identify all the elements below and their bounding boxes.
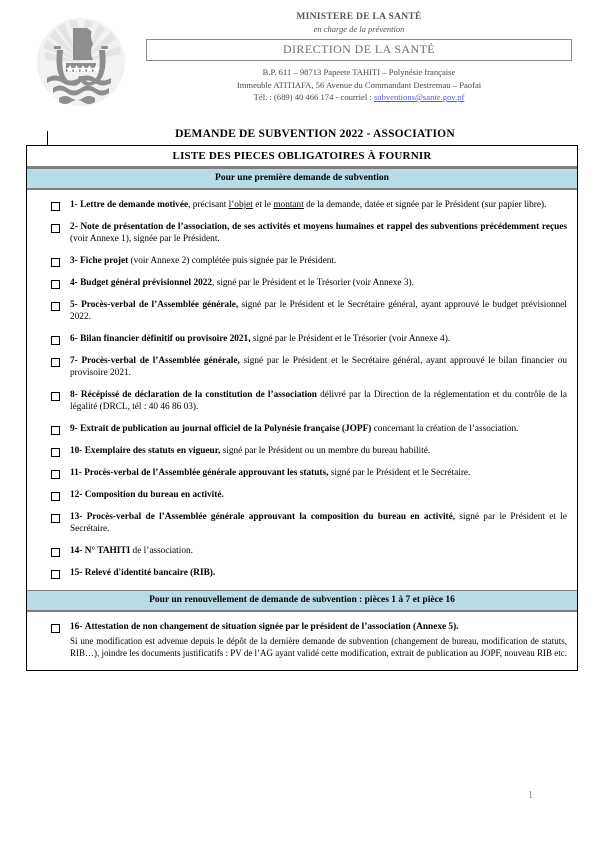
- item-bold-text: Budget général prévisionnel 2022: [80, 277, 213, 288]
- item-rest: signé par le Président et le Secrétaire général, ayant approuvé le budget prévisionnel 2022.: [70, 299, 567, 323]
- checkbox-icon[interactable]: [51, 448, 60, 457]
- list-item-text: [70, 423, 567, 435]
- checkbox-icon[interactable]: [51, 280, 60, 289]
- section-items-first-request: [27, 190, 577, 590]
- list-item-text: [70, 199, 567, 211]
- list-item[interactable]: [35, 199, 567, 211]
- list-item-text: [70, 567, 567, 579]
- item-number: 5-: [70, 299, 78, 310]
- list-item[interactable]: [35, 445, 567, 457]
- item-number: 9-: [70, 424, 78, 435]
- list-item-text: [70, 621, 567, 659]
- checkbox-icon[interactable]: [51, 514, 60, 523]
- list-item[interactable]: [35, 355, 567, 380]
- address-line-1: B.P. 611 – 98713 Papeete TAHITI – Polynésie française: [262, 67, 456, 78]
- email-link[interactable]: subventions@sante.gov.pf: [373, 92, 465, 103]
- checkbox-icon[interactable]: [51, 224, 60, 233]
- list-item-text: [70, 277, 567, 289]
- item-number: 7-: [70, 355, 78, 366]
- section-header-renewal: Pour un renouvellement de demande de subvention : pièces 1 à 7 et pièce 16: [27, 590, 577, 612]
- checkbox-icon[interactable]: [51, 570, 60, 579]
- item-rest: , signé par le Président et le Trésorier (voir Annexe 3).: [212, 277, 414, 288]
- list-item-text: [70, 221, 567, 246]
- coat-of-arms-icon: [22, 8, 140, 114]
- checkbox-icon[interactable]: [51, 358, 60, 367]
- item-rest: (voir Annexe 2) complétée puis signée par le Président.: [128, 256, 337, 267]
- page-title: DEMANDE DE SUBVENTION 2022 - ASSOCIATION: [175, 128, 455, 140]
- item-note-text: Si une modification est advenue depuis le dépôt de la dernière demande de subvention (changement de bureau, modification de statuts, RIB…), joindre les documents justificatifs : PV de l’AG ayant validé cette modification, extrait de publication au JOPF, nouveau RIB etc.: [70, 635, 568, 658]
- list-item[interactable]: [35, 277, 567, 289]
- phone-text: Tél. : (689) 40 466 174 - courriel :: [253, 92, 374, 103]
- item-bold-text: Attestation de non changement de situation signée par le président de l’association (Annexe 5).: [84, 622, 459, 633]
- item-bold-text: Récépissé de déclaration de la constitution de l’association: [80, 390, 317, 401]
- item-bold-text: Procès-verbal de l’Assemblée générale approuvant les statuts,: [84, 468, 329, 479]
- list-item[interactable]: [35, 333, 567, 345]
- item-bold-text: Exemplaire des statuts en vigueur,: [84, 446, 221, 457]
- checkbox-icon[interactable]: [51, 624, 60, 633]
- list-item-text: [70, 467, 567, 479]
- checkbox-icon[interactable]: [51, 302, 60, 311]
- direction-box: DIRECTION DE LA SANTÉ: [146, 39, 572, 61]
- list-item-text: [70, 355, 567, 380]
- list-item-text: [70, 511, 567, 536]
- letterhead: [0, 0, 600, 114]
- item-rest: délivré par la Direction de la réglementation et du contrôle de la légalité (DRCL, tél : 40 46 86 03).: [70, 390, 567, 413]
- item-number: 10-: [70, 446, 83, 457]
- ministry-name: MINISTERE DE LA SANTÉ: [296, 12, 422, 22]
- list-item[interactable]: [35, 545, 567, 557]
- item-underline-objet: l’objet: [228, 200, 253, 210]
- checkbox-icon[interactable]: [51, 426, 60, 435]
- item-number: 1-: [70, 200, 78, 210]
- item-rest: (voir Annexe 1), signée par le Président.: [70, 234, 220, 245]
- item-number: 4-: [70, 277, 78, 288]
- item-number: 14-: [70, 545, 83, 556]
- list-item[interactable]: [35, 221, 567, 246]
- contact-line: [140, 91, 578, 103]
- item-number: 11-: [70, 468, 82, 479]
- item-number: 16-: [70, 622, 83, 633]
- ministry-subtitle: en charge de la prévention: [313, 23, 405, 34]
- item-bold-text: Bilan financier définitif ou provisoire 2021,: [80, 334, 251, 345]
- list-item[interactable]: [35, 621, 567, 659]
- item-rest: signé par le Président et le Secrétaire.: [70, 511, 568, 535]
- checkbox-icon[interactable]: [51, 336, 60, 345]
- item-bold-text: Relevé d'identité bancaire (RIB).: [84, 567, 216, 578]
- list-item[interactable]: [35, 511, 567, 536]
- item-rest: signé par le Président et le Secrétaire général, ayant approuvé le bilan financier ou provisoire 2021.: [70, 355, 567, 379]
- list-item-text: [70, 389, 567, 414]
- list-item[interactable]: [35, 423, 567, 435]
- list-item-text: [70, 545, 567, 557]
- checkbox-icon[interactable]: [51, 392, 60, 401]
- item-underline-montant: montant: [273, 200, 304, 210]
- section-items-renewal: [27, 612, 577, 670]
- table-title: LISTE DES PIECES OBLIGATOIRES À FOURNIR: [27, 146, 577, 168]
- list-item[interactable]: [35, 255, 567, 267]
- list-item[interactable]: [35, 389, 567, 414]
- item-rest-c: de la demande, datée et signée par le Président (sur papier libre).: [303, 200, 547, 210]
- item-rest-b: et le: [252, 200, 274, 210]
- item-rest: de l’association.: [130, 545, 193, 556]
- list-item-text: [70, 445, 567, 457]
- list-item[interactable]: [35, 489, 567, 501]
- item-number: 2-: [70, 221, 78, 232]
- item-bold-text: Lettre de demande motivée: [80, 200, 189, 210]
- item-bold-text: Procès-verbal de l’Assemblée générale,: [81, 299, 239, 310]
- list-item[interactable]: [35, 299, 567, 324]
- item-rest: signé par le Président ou un membre du bureau habilité.: [220, 446, 431, 457]
- item-bold-text: Procès-verbal de l’Assemblée générale,: [81, 355, 240, 366]
- page-number: 1: [528, 790, 533, 801]
- item-bold-text: Fiche projet: [80, 256, 129, 267]
- checkbox-icon[interactable]: [51, 470, 60, 479]
- margin-tick-mark: [47, 131, 48, 145]
- section-header-first-request: Pour une première demande de subvention: [27, 168, 577, 190]
- list-item-text: [70, 255, 567, 267]
- list-item-text: [70, 489, 567, 501]
- checkbox-icon[interactable]: [51, 202, 60, 211]
- item-number: 3-: [70, 256, 78, 267]
- item-bold-text: N° TAHITI: [84, 545, 131, 556]
- item-rest: concernant la création de l’association.: [371, 424, 519, 435]
- list-item-text: [70, 299, 567, 324]
- item-bold-text: Composition du bureau en activité.: [84, 489, 224, 500]
- requirements-table: [26, 145, 578, 671]
- address-line-2: Immeuble ATITIAFA, 56 Avenue du Commandant Destremau – Paofai: [236, 79, 482, 90]
- item-rest-a: , précisant: [188, 200, 229, 210]
- item-number: 13-: [70, 511, 83, 522]
- item-rest: signé par le Président et le Secrétaire.: [328, 468, 471, 479]
- list-item[interactable]: [35, 467, 567, 479]
- item-bold-text: Extrait de publication au journal officiel de la Polynésie française (JOPF): [80, 424, 372, 435]
- item-number: 12-: [70, 489, 83, 500]
- item-bold-text: Note de présentation de l’association, de ses activités et moyens humaines et rappel des subventions précédemment reçues: [80, 221, 567, 232]
- checkbox-icon[interactable]: [51, 492, 60, 501]
- checkbox-icon[interactable]: [51, 548, 60, 557]
- address-block: [140, 66, 578, 103]
- letterhead-text-block: [140, 8, 578, 103]
- item-number: 15-: [70, 567, 83, 578]
- item-number: 6-: [70, 334, 78, 345]
- item-rest: signé par le Président et le Trésorier (voir Annexe 4).: [250, 334, 451, 345]
- checkbox-icon[interactable]: [51, 258, 60, 267]
- list-item[interactable]: [35, 567, 567, 579]
- item-number: 8-: [70, 390, 78, 401]
- list-item-text: [70, 333, 567, 345]
- item-bold-text: Procès-verbal de l’Assemblée générale approuvant la composition du bureau en activité,: [86, 511, 456, 522]
